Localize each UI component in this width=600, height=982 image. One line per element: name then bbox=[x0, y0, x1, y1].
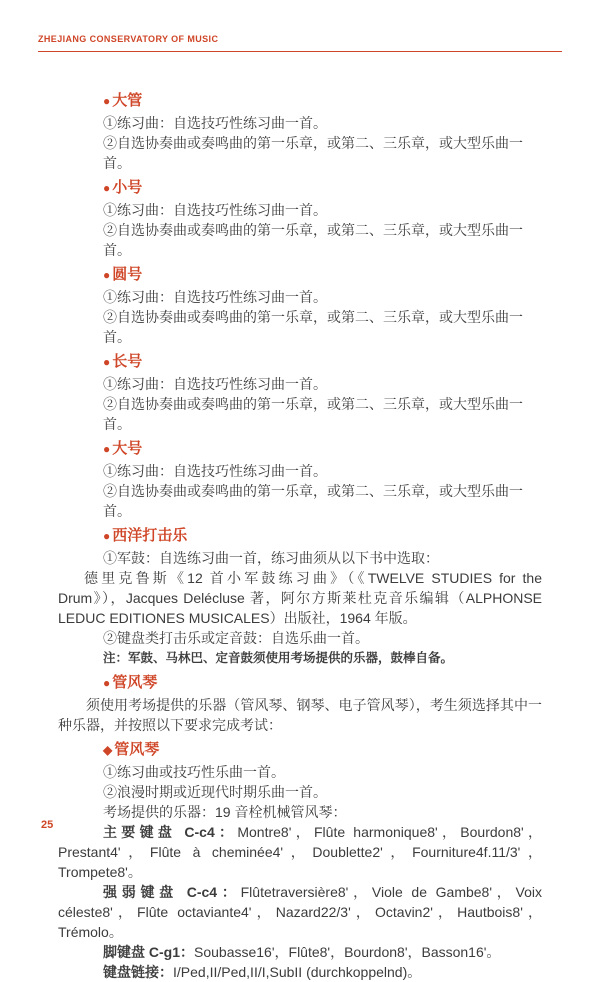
coupler-value: I/Ped,II/Ped,II/I,SubII (durchkoppelnd)。 bbox=[173, 964, 422, 980]
manual2-stops: Flûtetraversière8'，Viole de Gambe8'，Voix céleste8'，Flûte octaviante4'，Nazard22/3'，Octavin2'，Hautbois8'，Trémolo。 bbox=[58, 884, 543, 940]
section-trumpet bbox=[58, 177, 542, 260]
page-content bbox=[58, 86, 542, 982]
subsection-heading bbox=[58, 739, 542, 761]
requirement-line: ①练习曲：自选技巧性练习曲一首。 bbox=[103, 289, 327, 305]
note-line: 注：军鼓、马林巴、定音鼓须使用考场提供的乐器，鼓棒自备。 bbox=[103, 651, 454, 665]
requirement-line: ①军鼓：自选练习曲一首，练习曲须从以下书中选取： bbox=[103, 550, 439, 566]
section-tuba bbox=[58, 438, 542, 521]
bullet-icon: ● bbox=[103, 181, 111, 195]
provided-instrument-line: 考场提供的乐器：19 音栓机械管风琴： bbox=[103, 804, 347, 820]
bullet-icon: ● bbox=[103, 442, 111, 456]
bullet-icon: ● bbox=[103, 529, 111, 543]
requirement-line: ②键盘类打击乐或定音鼓：自选乐曲一首。 bbox=[103, 630, 369, 646]
coupler-label: 键盘链接： bbox=[103, 964, 173, 980]
requirement-line: ②自选协奏曲或奏鸣曲的第一乐章，或第二、三乐章，或大型乐曲一首。 bbox=[103, 222, 523, 258]
section-percussion bbox=[58, 525, 542, 668]
bullet-icon: ● bbox=[103, 355, 111, 369]
requirement-line: ①练习曲：自选技巧性练习曲一首。 bbox=[103, 463, 327, 479]
section-title: 管风琴 bbox=[112, 674, 158, 691]
bullet-icon: ● bbox=[103, 268, 111, 282]
requirement-line: ②浪漫时期或近现代时期乐曲一首。 bbox=[103, 784, 327, 800]
manual1-stops: Montre8'，Flûte harmonique8'，Bourdon8'，Prestant4'，Flûte à cheminée4'，Doublette2'，Fourniture4f.11/3'，Trompete8'。 bbox=[58, 824, 543, 880]
subsection-title: 管风琴 bbox=[114, 741, 160, 758]
bullet-icon: ● bbox=[103, 94, 111, 108]
section-heading bbox=[58, 264, 542, 286]
page-number: 25 bbox=[41, 819, 54, 831]
section-heading bbox=[58, 90, 542, 112]
pedal-stops: Soubasse16'，Flûte8'，Bourdon8'，Basson16'。 bbox=[194, 944, 501, 960]
bullet-icon: ● bbox=[103, 676, 111, 690]
repertoire-paragraph: 德里克鲁斯《12 首小军鼓练习曲》（《TWELVE STUDIES for the Drum》），Jacques Delécluse 著，阿尔方斯莱杜克音乐编辑（ALPHONSE LEDUC EDITIONES MUSICALES）出版社，1964 年版。 bbox=[58, 570, 542, 626]
section-trombone bbox=[58, 351, 542, 434]
requirement-line: ①练习曲：自选技巧性练习曲一首。 bbox=[103, 376, 327, 392]
requirement-line: ①练习曲：自选技巧性练习曲一首。 bbox=[103, 115, 327, 131]
section-heading bbox=[58, 672, 542, 694]
section-title: 大管 bbox=[112, 92, 143, 109]
requirement-line: ②自选协奏曲或奏鸣曲的第一乐章，或第二、三乐章，或大型乐曲一首。 bbox=[103, 396, 523, 432]
organ-intro-paragraph: 须使用考场提供的乐器（管风琴、钢琴、电子管风琴），考生须选择其中一种乐器，并按照以下要求完成考试： bbox=[58, 697, 542, 733]
coupler-line bbox=[58, 962, 542, 982]
manual2-label: 强弱键盘 C-c4： bbox=[103, 884, 241, 900]
manual2-stops-paragraph bbox=[58, 882, 542, 942]
requirement-line: ②自选协奏曲或奏鸣曲的第一乐章，或第二、三乐章，或大型乐曲一首。 bbox=[103, 483, 523, 519]
section-title: 长号 bbox=[112, 353, 143, 370]
section-heading bbox=[58, 438, 542, 460]
pedal-label: 脚键盘 C-g1： bbox=[103, 944, 194, 960]
section-heading bbox=[58, 351, 542, 373]
header-rule bbox=[38, 51, 562, 52]
section-organ bbox=[58, 672, 542, 982]
page-header bbox=[38, 34, 562, 52]
requirement-line: ②自选协奏曲或奏鸣曲的第一乐章，或第二、三乐章，或大型乐曲一首。 bbox=[103, 135, 523, 171]
manual1-label: 主要键盘 C-c4： bbox=[103, 824, 238, 840]
section-horn bbox=[58, 264, 542, 347]
header-title: ZHEJIANG CONSERVATORY OF MUSIC bbox=[38, 34, 219, 44]
section-title: 圆号 bbox=[112, 266, 143, 283]
requirement-line: ①练习曲或技巧性乐曲一首。 bbox=[103, 764, 285, 780]
section-heading bbox=[58, 177, 542, 199]
section-heading bbox=[58, 525, 542, 547]
requirement-line: ①练习曲：自选技巧性练习曲一首。 bbox=[103, 202, 327, 218]
section-title: 西洋打击乐 bbox=[112, 527, 188, 544]
manual1-stops-paragraph bbox=[58, 822, 542, 882]
section-title: 小号 bbox=[112, 179, 143, 196]
section-title: 大号 bbox=[112, 440, 143, 457]
diamond-bullet-icon: ◆ bbox=[103, 743, 113, 757]
section-bassoon bbox=[58, 90, 542, 173]
pedal-stops-line bbox=[58, 942, 542, 962]
requirement-line: ②自选协奏曲或奏鸣曲的第一乐章，或第二、三乐章，或大型乐曲一首。 bbox=[103, 309, 523, 345]
